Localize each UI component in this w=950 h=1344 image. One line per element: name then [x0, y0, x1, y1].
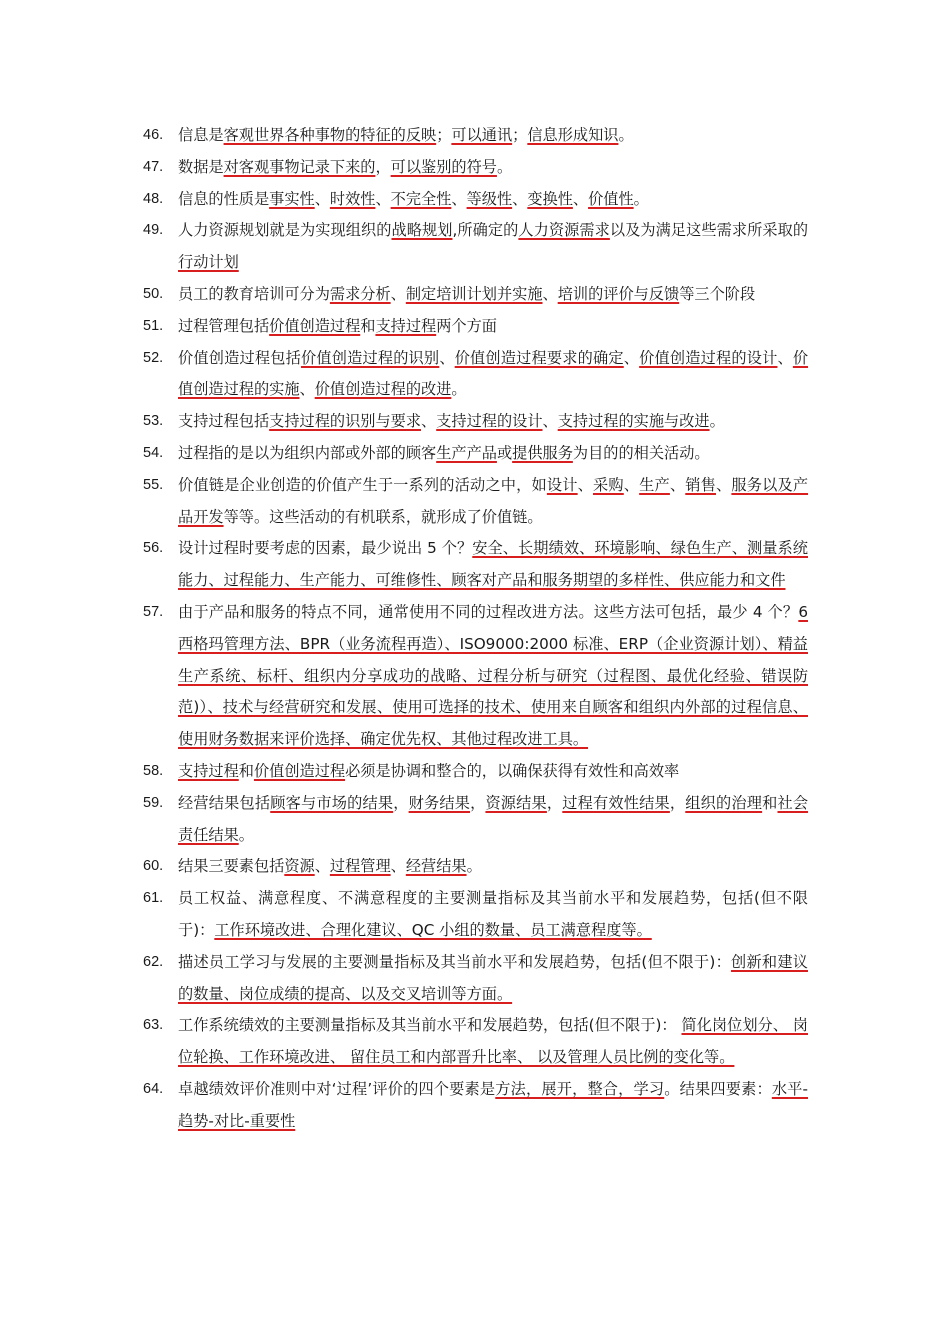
text-segment: 、 — [314, 189, 330, 208]
underlined-answer: 客观世界各种事物的特征的反映 — [223, 126, 437, 144]
item-text — [178, 311, 808, 343]
list-item — [143, 1010, 808, 1074]
list-item — [143, 1074, 808, 1138]
item-number: 46. — [143, 127, 164, 143]
text-segment: ， — [375, 157, 391, 176]
text-segment: ； — [436, 126, 452, 144]
underlined-answer: 价值创造过程 — [253, 761, 346, 780]
item-text — [178, 279, 808, 311]
underlined-answer: 组织的治理 — [685, 793, 763, 812]
text-segment: 。 — [238, 825, 254, 844]
underlined-answer: 支持过程的识别与要求 — [269, 412, 421, 431]
list-item — [143, 438, 808, 470]
text-segment: 、 — [451, 189, 467, 208]
list-item — [143, 883, 808, 947]
underlined-answer: 资源结果 — [485, 793, 547, 812]
text-segment: 、 — [421, 412, 437, 431]
text-segment: 支持过程包括 — [178, 412, 270, 431]
text-segment: 、 — [623, 475, 640, 494]
underlined-answer: 可以通讯 — [451, 126, 513, 144]
text-segment: 、 — [375, 189, 391, 208]
item-text — [178, 215, 808, 279]
list-item — [143, 533, 808, 597]
list-item — [143, 279, 808, 311]
underlined-answer: 信息形成知识 — [527, 126, 619, 144]
item-number: 61. — [143, 890, 164, 907]
item-number: 55. — [143, 476, 164, 493]
item-text — [178, 597, 808, 756]
underlined-answer: 价值性 — [588, 189, 634, 208]
underlined-answer: 人力资源需求 — [518, 221, 610, 240]
text-segment: 等三个阶段 — [679, 284, 756, 303]
text-segment: 、 — [512, 189, 528, 208]
list-item — [143, 120, 808, 152]
text-segment: ,所确定的 — [452, 221, 519, 240]
underlined-answer: 简化岗位划分、 岗位轮换、工作环境改进、 留住员工和内部晋升比率、 以及管理人员比例的变化等。 — [178, 1016, 808, 1067]
text-segment: 和 — [762, 793, 778, 812]
underlined-answer: 销售 — [685, 475, 717, 494]
item-number: 54. — [143, 444, 164, 461]
item-text — [178, 756, 808, 788]
item-text — [178, 1010, 808, 1074]
list-item — [143, 597, 808, 756]
text-segment: 、 — [577, 475, 594, 494]
list-item — [143, 947, 808, 1011]
text-segment: 。 — [466, 857, 482, 876]
list-item — [143, 311, 808, 343]
underlined-answer: 水平-趋势-对比-重要性 — [178, 1079, 809, 1130]
underlined-answer: 方法，展开，整合，学习 — [495, 1079, 665, 1098]
text-segment: 。 — [451, 380, 467, 399]
underlined-answer: 设计 — [546, 475, 578, 494]
underlined-answer: 提供服务 — [512, 443, 573, 462]
underlined-answer: 采购 — [593, 475, 624, 494]
item-number: 53. — [143, 413, 164, 430]
text-segment: 卓越绩效评价准则中对‘过程’评价的四个要素是 — [178, 1079, 496, 1098]
underlined-answer: 价值创造过程的设计 — [639, 348, 778, 367]
text-segment: 必须是协调和整合的，以确保获得有效性和高效率 — [345, 761, 680, 780]
item-text — [178, 184, 808, 216]
item-text — [178, 883, 808, 947]
underlined-answer: 对客观事物记录下来的 — [223, 157, 376, 176]
item-number: 59. — [143, 794, 164, 811]
item-number: 50. — [143, 285, 164, 302]
text-segment: 设计过程时要考虑的因素，最少说出 5 个？ — [178, 539, 473, 558]
text-segment: 、 — [716, 475, 732, 494]
underlined-answer: 创新和建议的数量、岗位成绩的提高、以及交叉培训等方面。 — [178, 952, 808, 1003]
underlined-answer: 价值创造过程的实施 — [178, 348, 809, 399]
text-segment: 、 — [669, 475, 686, 494]
item-text — [178, 406, 808, 438]
item-number: 62. — [143, 953, 164, 970]
underlined-answer: 价值创造过程要求的确定 — [454, 348, 624, 367]
item-number: 57. — [143, 603, 164, 620]
underlined-answer: 时效性 — [329, 189, 376, 208]
item-text — [178, 343, 808, 407]
text-segment: 数据是 — [178, 157, 224, 176]
underlined-answer: 培训的评价与反馈 — [557, 284, 680, 303]
underlined-answer: 需求分析 — [329, 284, 391, 303]
text-segment: 价值创造过程包括 — [178, 348, 301, 367]
text-segment: 为目的的相关活动。 — [572, 443, 710, 462]
list-item — [143, 756, 808, 788]
underlined-answer: 不完全性 — [390, 189, 452, 208]
text-segment: 两个方面 — [436, 316, 497, 335]
text-segment: 过程指的是以为组织内部或外部的顾客 — [178, 443, 437, 462]
text-segment: 、 — [623, 348, 640, 367]
list-item — [143, 215, 808, 279]
underlined-answer: 6 西格玛管理方法、BPR（业务流程再造）、ISO9000:2000 标准、ERP（企业资源计划）、精益生产系统、标杆、组织内分享成功的战略、过程分析与研究（过程图、最优化经验、错误防范)）、技术与经营研究和发展、使用可选择的技术、使用来自顾客和组织内外部的过程信息、使用财务数据来评价选择、确定优先权、其他过程改进工具。 — [178, 602, 808, 749]
item-text — [178, 788, 808, 852]
list-item — [143, 343, 808, 407]
underlined-answer: 价值创造过程的识别 — [300, 348, 440, 367]
text-segment: 结果三要素包括 — [178, 857, 285, 876]
item-number: 47. — [143, 158, 164, 175]
list-item — [143, 184, 808, 216]
underlined-answer: 经营结果 — [405, 857, 467, 876]
list-item — [143, 152, 808, 184]
text-segment: 经营结果包括 — [178, 793, 271, 812]
list-item — [143, 788, 808, 852]
text-segment: 工作系统绩效的主要测量指标及其当前水平和发展趋势，包括(但不限于)： — [178, 1016, 682, 1035]
item-text — [178, 152, 808, 184]
underlined-answer: 过程管理 — [329, 857, 391, 876]
underlined-answer: 资源 — [284, 857, 315, 876]
text-segment: 信息是 — [178, 126, 224, 144]
text-segment: 。结果四要素： — [664, 1079, 772, 1098]
text-segment: ， — [470, 793, 486, 812]
underlined-answer: 生产 — [639, 475, 670, 494]
underlined-answer: 价值创造过程的改进 — [314, 380, 452, 399]
text-segment: 以及为满足这些需求所采取的 — [609, 221, 809, 240]
text-segment: 人力资源规划就是为实现组织的 — [178, 221, 392, 240]
item-text — [178, 120, 808, 152]
text-segment: 价值链是企业创造的价值产生于一系列的活动之中，如 — [178, 475, 547, 494]
item-text — [178, 533, 808, 597]
text-segment: 或 — [496, 443, 513, 462]
text-segment: 、 — [390, 284, 406, 303]
list-item — [143, 406, 808, 438]
text-segment: ， — [669, 793, 686, 812]
text-segment: 描述员工学习与发展的主要测量指标及其当前水平和发展趋势，包括(但不限于)： — [178, 952, 732, 971]
item-text — [178, 947, 808, 1011]
text-segment: 。 — [618, 126, 634, 144]
underlined-answer: 支持过程的实施与改进 — [557, 412, 710, 431]
underlined-answer: 可以鉴别的符号 — [390, 157, 497, 176]
text-segment: 、 — [390, 857, 406, 876]
underlined-answer: 支持过程的设计 — [436, 412, 543, 431]
text-segment: ， — [393, 793, 409, 812]
underlined-answer: 事实性 — [269, 189, 315, 208]
underlined-answer: 工作环境改进、合理化建议、QC 小组的数量、员工满意程度等。 — [214, 920, 652, 939]
text-segment: 、 — [572, 189, 589, 208]
text-segment: 。 — [709, 412, 725, 431]
item-number: 49. — [143, 222, 164, 239]
item-number: 56. — [143, 540, 164, 557]
text-segment: 和 — [360, 316, 376, 335]
underlined-answer: 服务以及产品开发 — [178, 475, 809, 526]
text-segment: 等等。这些活动的有机联系，就形成了价值链。 — [223, 507, 543, 526]
text-segment: 员工权益、满意程度、不满意程度的主要测量指标及其当前水平和发展趋势，包括(但不限于)： — [178, 889, 808, 939]
item-number: 52. — [143, 349, 164, 366]
item-number: 48. — [143, 190, 164, 207]
text-segment: 。 — [496, 157, 513, 176]
item-number: 63. — [143, 1017, 164, 1034]
underlined-answer: 生产产品 — [436, 443, 497, 462]
item-number: 64. — [143, 1080, 164, 1097]
underlined-answer: 制定培训计划并实施 — [405, 284, 543, 303]
list-item — [143, 851, 808, 883]
item-text — [178, 470, 808, 534]
item-number: 51. — [143, 317, 164, 334]
underlined-answer: 战略规划 — [391, 221, 453, 240]
item-number: 58. — [143, 762, 164, 779]
text-segment: 、 — [542, 284, 558, 303]
text-segment: 由于产品和服务的特点不同，通常使用不同的过程改进方法。这些方法可包括，最少 4 个？ — [178, 602, 799, 621]
text-segment: 、 — [299, 380, 315, 399]
numbered-list — [143, 120, 808, 1138]
text-segment: 信息的性质是 — [178, 189, 270, 208]
text-segment: 、 — [314, 857, 330, 876]
text-segment: ， — [546, 793, 563, 812]
list-item — [143, 470, 808, 534]
item-text — [178, 438, 808, 470]
text-segment: ； — [512, 126, 528, 144]
text-segment: 员工的教育培训可分为 — [178, 284, 330, 303]
text-segment: 、 — [542, 412, 558, 431]
underlined-answer: 支持过程 — [178, 761, 239, 780]
underlined-answer: 等级性 — [466, 189, 513, 208]
underlined-answer: 顾客与市场的结果 — [270, 793, 394, 812]
text-segment: 和 — [238, 761, 254, 780]
text-segment: 过程管理包括 — [178, 316, 270, 335]
underlined-answer: 支持过程 — [375, 316, 437, 335]
underlined-answer: 变换性 — [527, 189, 573, 208]
underlined-answer: 财务结果 — [408, 793, 471, 812]
item-text — [178, 1074, 808, 1138]
text-segment: 、 — [777, 348, 793, 367]
underlined-answer: 价值创造过程 — [269, 316, 361, 335]
underlined-answer: 过程有效性结果 — [562, 793, 670, 812]
item-number: 60. — [143, 858, 164, 875]
underlined-answer: 安全、长期绩效、环境影响、绿色生产、测量系统能力、过程能力、生产能力、可维修性、顾客对产品和服务期望的多样性、供应能力和文件 — [178, 539, 808, 590]
underlined-answer: 行动计划 — [178, 253, 239, 272]
text-segment: 。 — [633, 189, 649, 208]
underlined-answer: 社会责任结果 — [178, 793, 809, 844]
text-segment: 、 — [439, 348, 455, 367]
item-text — [178, 851, 808, 883]
